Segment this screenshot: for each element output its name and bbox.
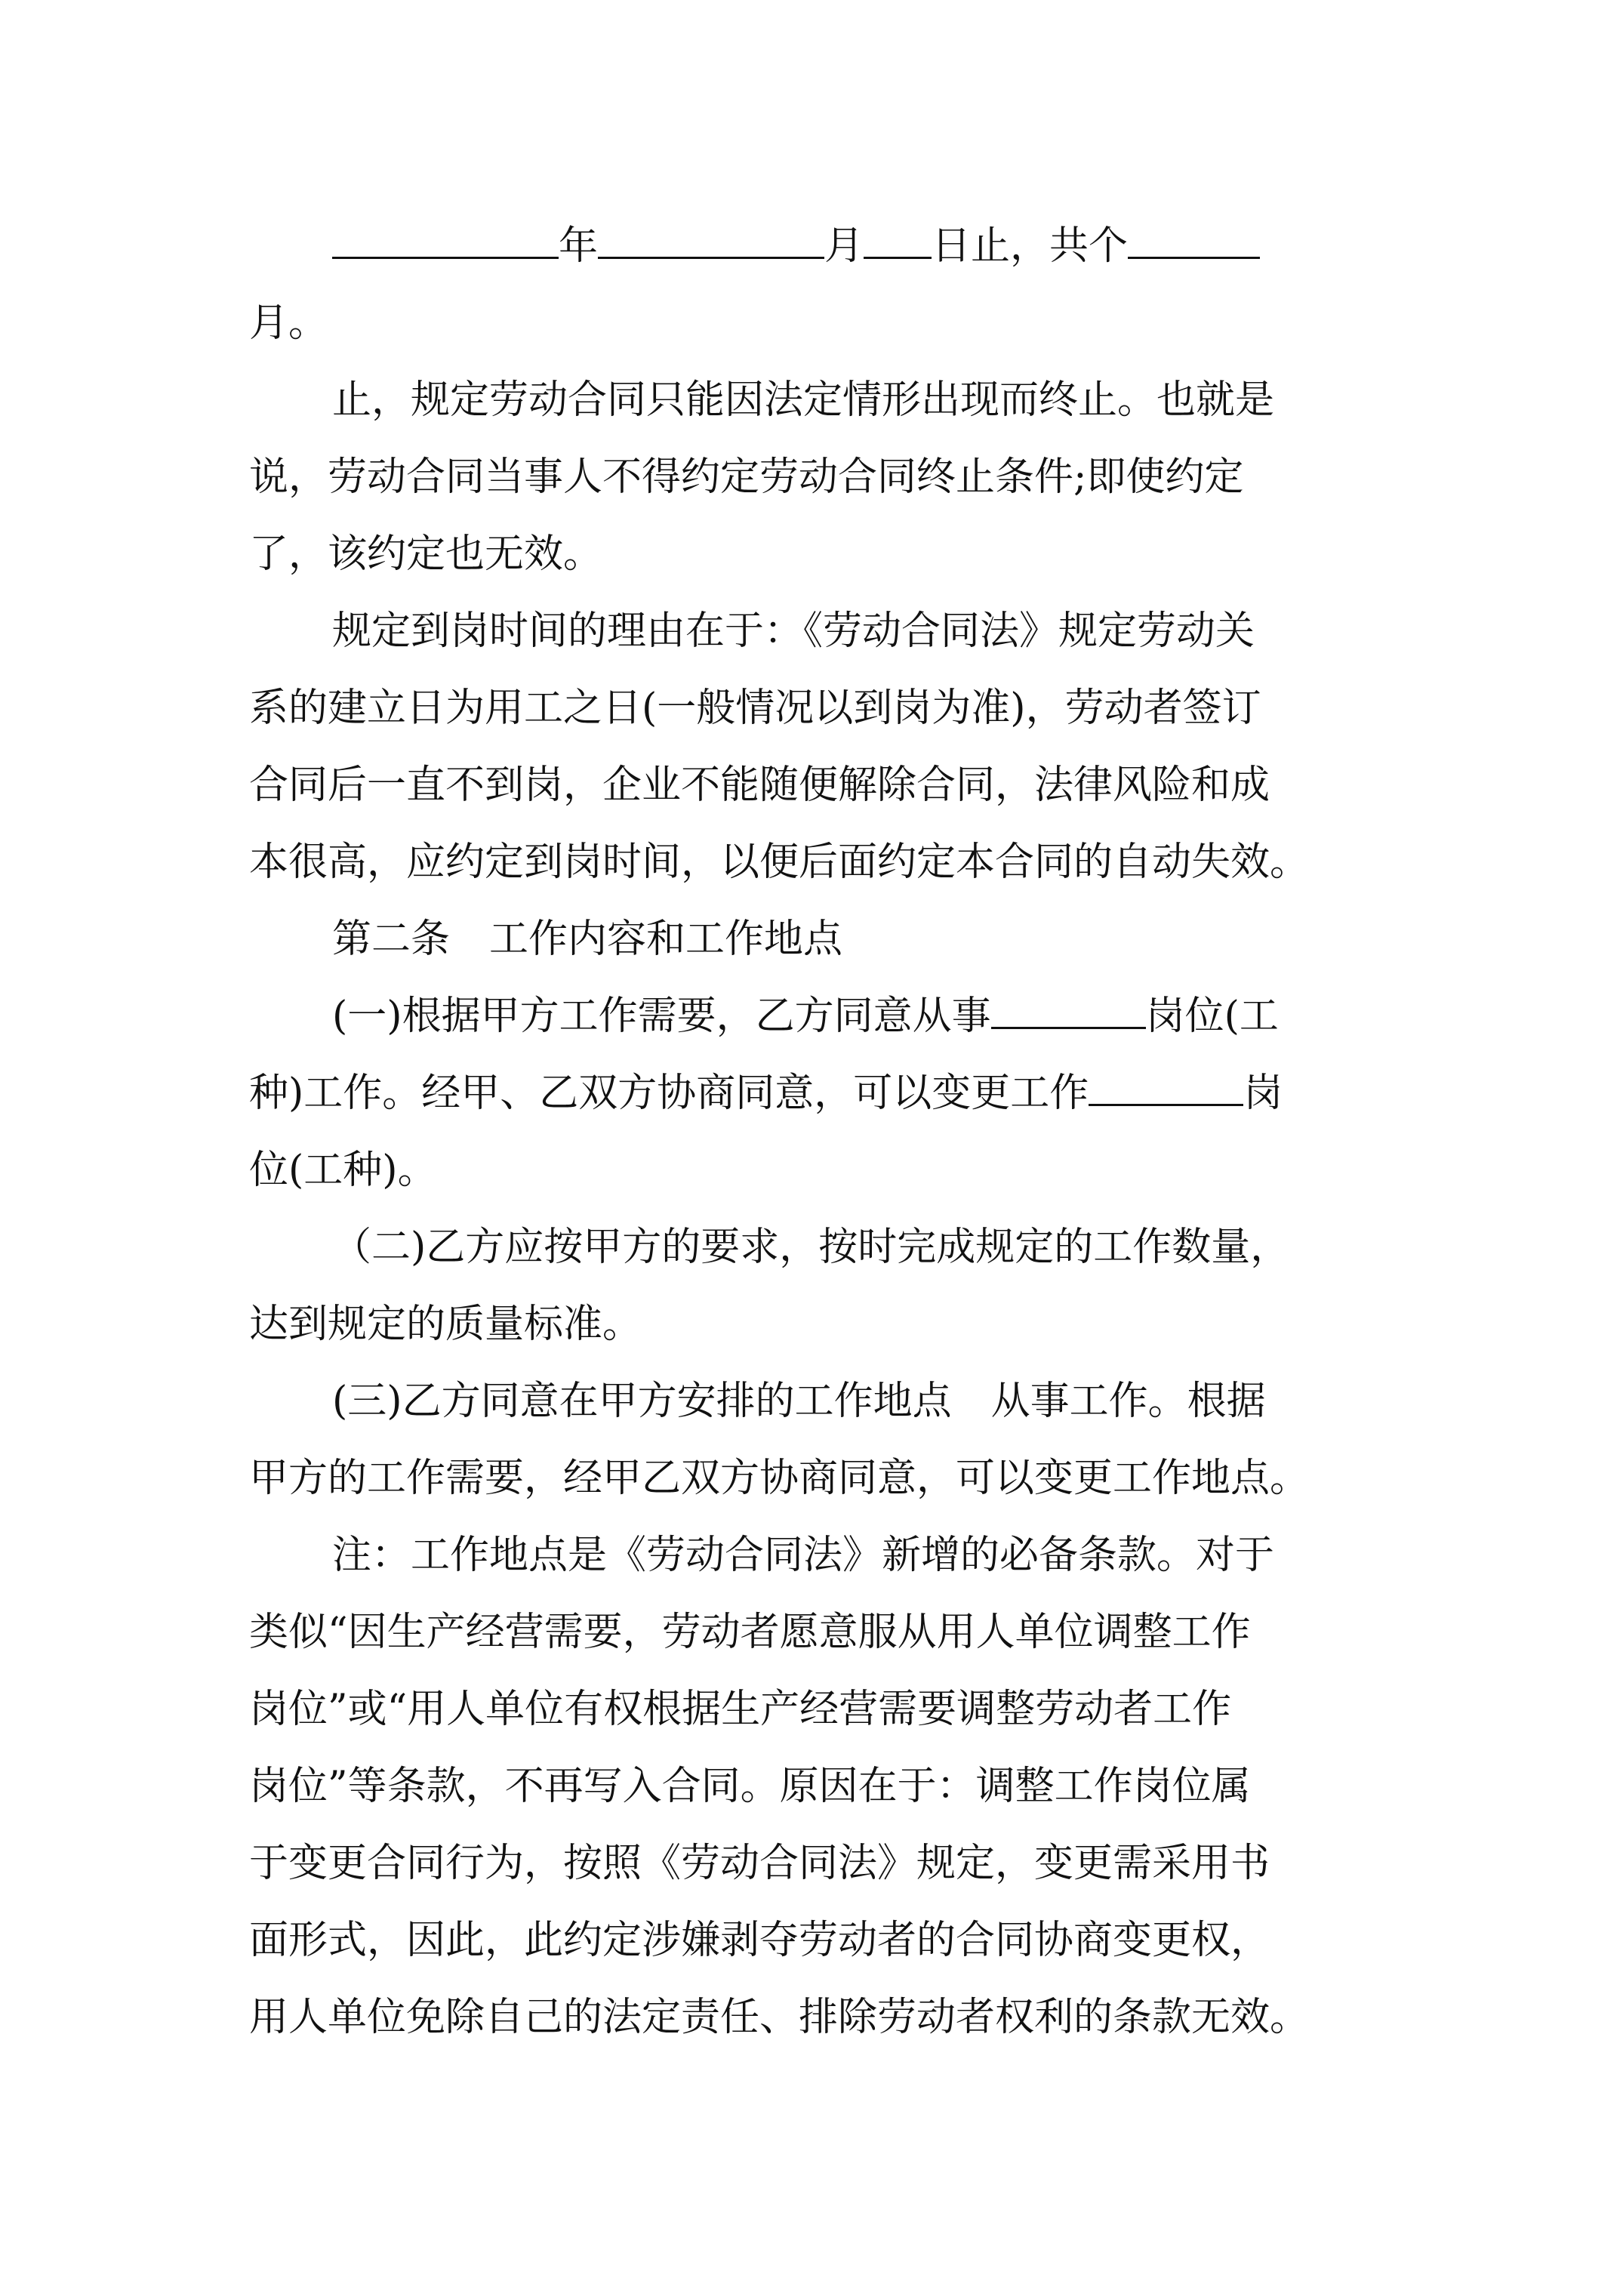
month-label: 月 [824,223,864,269]
termination-line-1 [332,361,1389,439]
clause-1-text-4: 岗 [1243,1071,1283,1116]
clause-3-line-2 [249,1439,1389,1518]
arrival-text-2: 系的建立日为用工之日(一般情况以到岗为准)，劳动者签订 [249,686,1261,731]
day-total-label: 日止，共个 [932,223,1129,269]
clause-1-line-2 [249,1054,1389,1133]
clause-2-line-1 [332,1208,1389,1287]
contract-term-end-line [249,284,1389,362]
arrival-line-4 [249,823,1389,901]
arrival-text-4: 本很高，应约定到岗时间，以便后面约定本合同的自动失效。 [249,840,1310,885]
clause-2-line-2 [249,1285,1389,1364]
note-text-7: 用人单位免除自己的法定责任、排除劳动者权利的条款无效。 [249,1995,1310,2040]
article-2-title-text: 第二条 工作内容和工作地点 [332,917,843,962]
year-label: 年 [559,223,599,269]
article-2-title [332,900,1389,978]
arrival-text-1: 规定到岗时间的理由在于：《劳动合同法》规定劳动关 [332,609,1255,654]
changed-position-blank [1089,1060,1243,1106]
note-line-1 [332,1516,1389,1595]
year-blank [332,213,559,259]
el-note-line-7 [249,1978,1389,2057]
clause-1-line-3 [249,1131,1389,1210]
termination-text-3: 了，该约定也无效。 [249,532,603,577]
clause-3-text-1: (三)乙方同意在甲方安排的工作地点 从事工作。根据 [332,1379,1266,1424]
arrival-text-3: 合同后一直不到岗，企业不能随便解除合同，法律风险和成 [249,763,1270,808]
note-text-2: 类似“因生产经营需要，劳动者愿意服从用人单位调整工作 [249,1610,1251,1655]
note-line-5 [249,1824,1389,1903]
note-text-3: 岗位”或“用人单位有权根据生产经营需要调整劳动者工作 [249,1687,1232,1732]
contract-term-line [332,207,1389,285]
clause-1-text-3: 种)工作。经甲、乙双方协商同意，可以变更工作 [249,1071,1089,1116]
termination-line-3 [249,515,1389,593]
clause-1-text-2: 岗位(工 [1145,994,1279,1039]
arrival-line-1 [332,592,1389,670]
total-months-blank [1128,213,1260,259]
month-end-label: 月。 [249,300,328,346]
note-line-2 [249,1593,1389,1672]
clause-1-text-5: 位(工种)。 [249,1148,437,1193]
note-line-6 [249,1901,1389,1980]
arrival-line-2 [249,669,1389,747]
clause-2-text-2: 达到规定的质量标准。 [249,1302,642,1347]
day-blank [864,213,932,259]
arrival-line-3 [249,746,1389,824]
clause-3-text-2: 甲方的工作需要，经甲乙双方协商同意，可以变更工作地点。 [249,1456,1310,1501]
note-line-4 [249,1747,1389,1826]
note-text-4: 岗位”等条款，不再写入合同。原因在于：调整工作岗位属 [249,1764,1251,1809]
note-text-5: 于变更合同行为，按照《劳动合同法》规定，变更需采用书 [249,1841,1270,1886]
position-blank [991,983,1146,1029]
termination-line-2 [249,438,1389,516]
clause-2-text-1: （二)乙方应按甲方的要求，按时完成规定的工作数量， [332,1225,1290,1270]
note-line-3 [249,1670,1389,1749]
note-text-6: 面形式，因此，此约定涉嫌剥夺劳动者的合同协商变更权， [249,1918,1270,1963]
clause-1-text-1: (一)根据甲方工作需要，乙方同意从事 [332,994,991,1039]
termination-text-1: 止，规定劳动合同只能因法定情形出现而终止。也就是 [332,378,1275,423]
clause-3-line-1 [332,1362,1389,1441]
clause-1-line-1 [332,977,1389,1056]
termination-text-2: 说，劳动合同当事人不得约定劳动合同终止条件;即使约定 [249,455,1244,500]
note-text-1: 注：工作地点是《劳动合同法》新增的必备条款。对于 [332,1533,1275,1578]
month-blank [598,213,824,259]
